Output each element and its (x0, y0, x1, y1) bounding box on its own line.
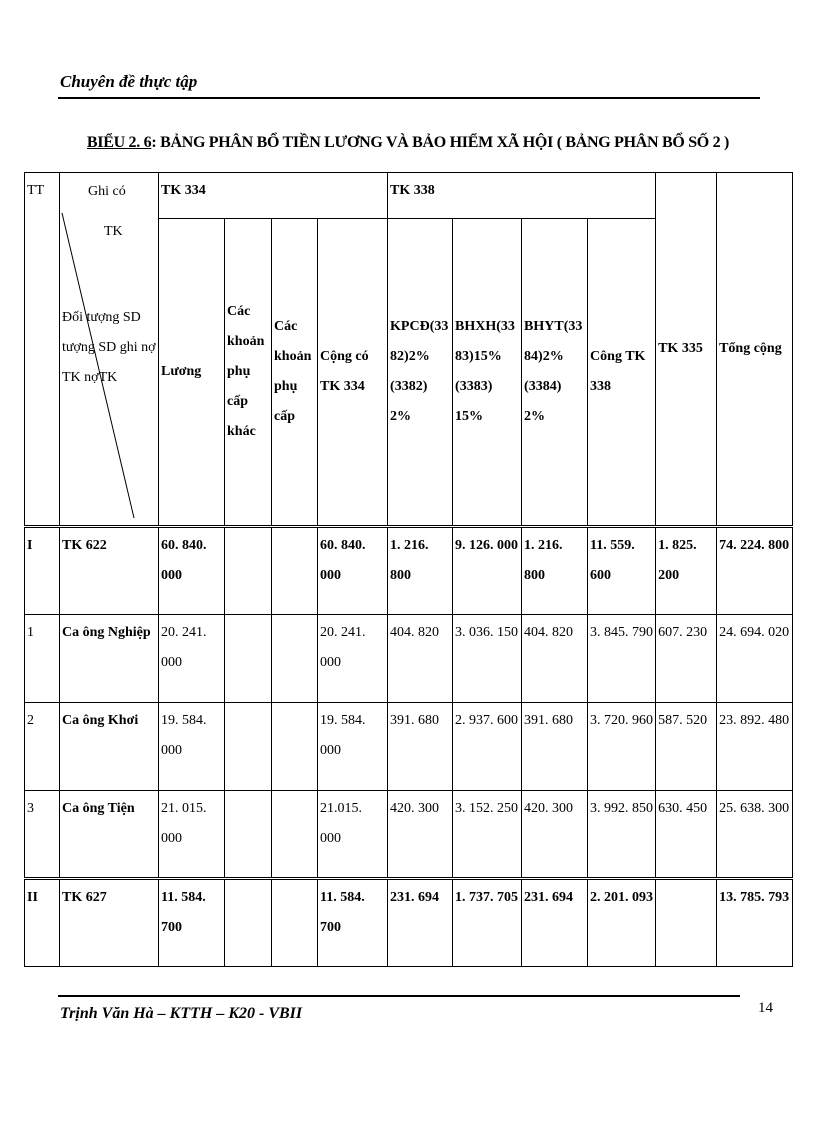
cell-tong: 23. 892. 480 (717, 703, 793, 791)
cell-cong334: 21.015. 000 (318, 791, 388, 879)
cell-tong: 74. 224. 800 (717, 527, 793, 615)
table-row (25, 615, 793, 703)
cell-name: Ca ông Nghiệp (60, 615, 159, 703)
cell-bhxh: 9. 126. 000 (453, 527, 522, 615)
header-tk335: TK 335 (656, 173, 717, 527)
cell-kpcd: 391. 680 (388, 703, 453, 791)
table-row (25, 703, 793, 791)
cell-name: Ca ông Tiện (60, 791, 159, 879)
cell-tk335: 587. 520 (656, 703, 717, 791)
table-row (25, 791, 793, 879)
header-phu-cap: Các khoản phụ cấp (272, 219, 318, 527)
cell-tt: 3 (25, 791, 60, 879)
header-bhyt: BHYT(3384)2% (3384) 2% (522, 219, 588, 527)
cell-pck (225, 791, 272, 879)
header-tk: TK (104, 224, 123, 239)
header-cong-334: Cộng có TK 334 (318, 219, 388, 527)
header-tk334: TK 334 (159, 173, 388, 219)
cell-luong: 20. 241. 000 (159, 615, 225, 703)
cell-cong338: 3. 845. 790 (588, 615, 656, 703)
cell-bhyt: 420. 300 (522, 791, 588, 879)
cell-cong338: 3. 720. 960 (588, 703, 656, 791)
header-phu-cap-khac: Các khoản phụ cấp khác (225, 219, 272, 527)
cell-bhyt: 404. 820 (522, 615, 588, 703)
cell-name: TK 622 (60, 527, 159, 615)
cell-name: Ca ông Khơi (60, 703, 159, 791)
allocation-table (24, 172, 793, 967)
cell-kpcd: 420. 300 (388, 791, 453, 879)
cell-kpcd: 404. 820 (388, 615, 453, 703)
cell-tt: 1 (25, 615, 60, 703)
cell-luong: 19. 584. 000 (159, 703, 225, 791)
cell-pck (225, 527, 272, 615)
title-text: : BẢNG PHÂN BỔ TIỀN LƯƠNG VÀ BẢO HIỂM XÃ HỘI ( BẢNG PHÂN BỔ SỐ 2 ) (151, 134, 730, 151)
cell-pc (272, 527, 318, 615)
cell-pc (272, 703, 318, 791)
table-title (0, 134, 816, 152)
running-header: Chuyên đề thực tập (60, 72, 198, 91)
cell-pck (225, 615, 272, 703)
cell-cong338: 11. 559. 600 (588, 527, 656, 615)
cell-bhyt: 1. 216. 800 (522, 527, 588, 615)
cell-tt: II (25, 879, 60, 967)
table-row (25, 527, 793, 615)
cell-pc (272, 615, 318, 703)
cell-bhxh: 3. 152. 250 (453, 791, 522, 879)
cell-kpcd: 1. 216. 800 (388, 527, 453, 615)
cell-luong: 21. 015. 000 (159, 791, 225, 879)
cell-kpcd: 231. 694 (388, 879, 453, 967)
cell-pc (272, 791, 318, 879)
cell-tk335: 607. 230 (656, 615, 717, 703)
header-cong-338: Công TK 338 (588, 219, 656, 527)
header-tk338: TK 338 (388, 173, 656, 219)
header-rule (58, 97, 760, 99)
cell-cong334: 19. 584. 000 (318, 703, 388, 791)
cell-tong: 24. 694. 020 (717, 615, 793, 703)
cell-bhyt: 391. 680 (522, 703, 588, 791)
cell-pck (225, 703, 272, 791)
cell-pc (272, 879, 318, 967)
header-kpcd: KPCĐ(3382)2% (3382) 2% (388, 219, 453, 527)
cell-bhxh: 2. 937. 600 (453, 703, 522, 791)
cell-cong334: 11. 584. 700 (318, 879, 388, 967)
cell-bhxh: 3. 036. 150 (453, 615, 522, 703)
cell-tk335: 1. 825. 200 (656, 527, 717, 615)
cell-luong: 60. 840. 000 (159, 527, 225, 615)
footer-rule (58, 995, 740, 997)
header-ghi-co: Ghi có (88, 184, 126, 199)
cell-tong: 13. 785. 793 (717, 879, 793, 967)
header-tong-cong: Tổng cộng (717, 173, 793, 527)
cell-cong338: 2. 201. 093 (588, 879, 656, 967)
cell-pck (225, 879, 272, 967)
header-doi-tuong: Đối tượng SD tượng SD ghi nợ TK nợTK (62, 310, 156, 385)
table-row (25, 879, 793, 967)
cell-tt: I (25, 527, 60, 615)
title-prefix: BIỂU 2. 6 (86, 134, 152, 151)
cell-name: TK 627 (60, 879, 159, 967)
cell-bhyt: 231. 694 (522, 879, 588, 967)
cell-cong338: 3. 992. 850 (588, 791, 656, 879)
cell-cong334: 20. 241. 000 (318, 615, 388, 703)
cell-tk335 (656, 879, 717, 967)
page-number: 14 (758, 1000, 773, 1016)
cell-cong334: 60. 840. 000 (318, 527, 388, 615)
header-tt: TT (25, 173, 60, 527)
footer-author: Trịnh Văn Hà – KTTH – K20 - VBII (60, 1005, 303, 1022)
cell-tk335: 630. 450 (656, 791, 717, 879)
cell-tt: 2 (25, 703, 60, 791)
header-diagonal-cell (60, 173, 159, 527)
header-bhxh: BHXH(3383)15% (3383) 15% (453, 219, 522, 527)
cell-luong: 11. 584. 700 (159, 879, 225, 967)
header-luong: Lương (159, 219, 225, 527)
cell-tong: 25. 638. 300 (717, 791, 793, 879)
cell-bhxh: 1. 737. 705 (453, 879, 522, 967)
